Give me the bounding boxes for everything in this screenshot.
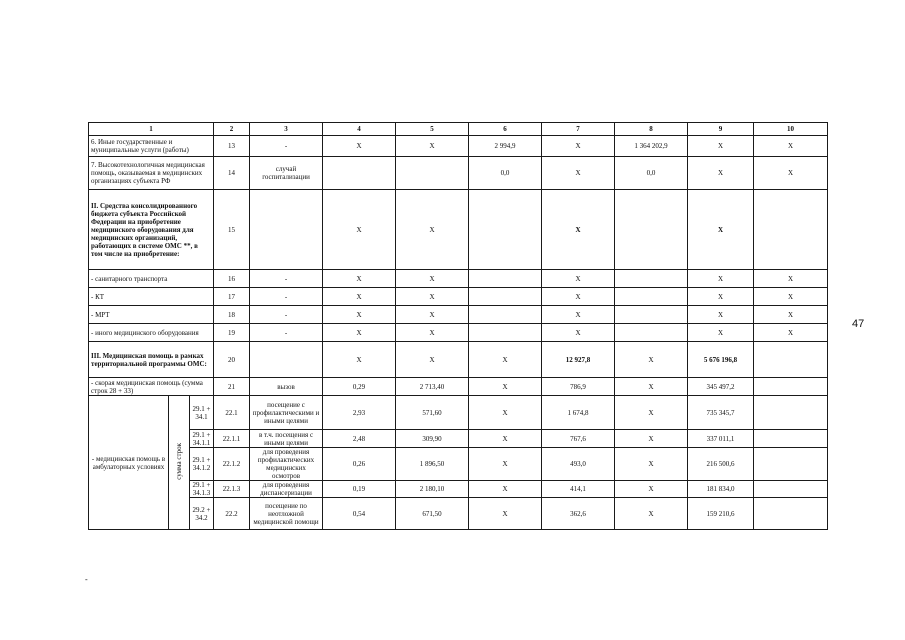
table-cell: X (469, 342, 542, 378)
row-label: 7. Высокотехнологичная медицинская помощь, оказываемая в медицинских организациях субъекта РФ (89, 157, 214, 190)
budget-table (88, 122, 828, 530)
table-cell: X (754, 288, 828, 306)
table-cell: X (615, 342, 688, 378)
table-cell: X (754, 270, 828, 288)
table-cell: 21 (214, 378, 250, 396)
table-cell: 362,6 (542, 498, 615, 530)
table-cell: вызов (250, 378, 323, 396)
table-row (89, 190, 828, 270)
table-cell: X (688, 157, 754, 190)
table-cell: X (396, 288, 469, 306)
sum-formula: 29.1 + 34.1.2 (190, 448, 214, 481)
table-cell (615, 190, 688, 270)
table-cell: 735 345,7 (688, 396, 754, 430)
table-row (89, 342, 828, 378)
table-cell: 22.1.1 (214, 430, 250, 448)
table-cell: X (323, 306, 396, 324)
table-row (89, 448, 828, 481)
table-cell: X (323, 324, 396, 342)
table-cell (250, 342, 323, 378)
table-row (89, 270, 828, 288)
table-cell: 13 (214, 136, 250, 157)
table-cell: X (542, 270, 615, 288)
table-cell (615, 288, 688, 306)
table-cell (469, 190, 542, 270)
column-header: 5 (396, 123, 469, 136)
table-cell: 22.2 (214, 498, 250, 530)
table-cell (754, 378, 828, 396)
table-cell: 216 500,6 (688, 448, 754, 481)
sum-formula: 29.1 + 34.1 (190, 396, 214, 430)
table-cell: - (250, 136, 323, 157)
table-cell (754, 342, 828, 378)
table-cell: X (615, 448, 688, 481)
table-cell: X (469, 481, 542, 498)
column-header: 6 (469, 123, 542, 136)
table-cell: 2 713,40 (396, 378, 469, 396)
table-row (89, 306, 828, 324)
table-cell (754, 396, 828, 430)
table-cell: X (542, 136, 615, 157)
table-cell: посещение с профилактическими и иными целями (250, 396, 323, 430)
table-cell: X (754, 306, 828, 324)
table-cell: 0,29 (323, 378, 396, 396)
table-cell: 18 (214, 306, 250, 324)
group-label: - медицинская помощь в амбулаторных условиях (89, 396, 169, 530)
table-cell: 2 180,10 (396, 481, 469, 498)
table-cell: X (396, 270, 469, 288)
table-cell: X (323, 136, 396, 157)
table-cell: X (615, 430, 688, 448)
table-cell: X (688, 324, 754, 342)
table-row (89, 136, 828, 157)
table-cell: 5 676 196,8 (688, 342, 754, 378)
table-cell: X (754, 157, 828, 190)
column-header: 4 (323, 123, 396, 136)
table-cell: посещение по неотложной медицинской помощи (250, 498, 323, 530)
table-cell: X (323, 288, 396, 306)
table-cell: X (323, 342, 396, 378)
table-cell: в т.ч. посещения с иными целями (250, 430, 323, 448)
table-row (89, 157, 828, 190)
table-cell (396, 157, 469, 190)
table-cell: X (754, 136, 828, 157)
column-header: 1 (89, 123, 214, 136)
table-body (89, 123, 828, 530)
table-cell: 181 834,0 (688, 481, 754, 498)
table-cell: 2,48 (323, 430, 396, 448)
table-row (89, 324, 828, 342)
table-row (89, 481, 828, 498)
table-cell: X (615, 498, 688, 530)
table-row (89, 396, 828, 430)
table-cell: 19 (214, 324, 250, 342)
sum-label (169, 396, 190, 530)
column-header: 2 (214, 123, 250, 136)
table-cell: 2 994,9 (469, 136, 542, 157)
table-cell: 0,0 (469, 157, 542, 190)
table-cell: 2,93 (323, 396, 396, 430)
table-cell: X (688, 306, 754, 324)
table-row (89, 430, 828, 448)
sum-formula: 29.2 + 34.2 (190, 498, 214, 530)
table-cell: 345 497,2 (688, 378, 754, 396)
row-label: - санитарного транспорта (89, 270, 214, 288)
table-cell: X (469, 396, 542, 430)
table-cell: X (542, 190, 615, 270)
table-cell: X (469, 448, 542, 481)
table-cell: X (542, 288, 615, 306)
table-cell: X (396, 342, 469, 378)
table-cell: X (469, 378, 542, 396)
table-cell: 0,54 (323, 498, 396, 530)
table-cell (323, 157, 396, 190)
table-cell: 671,50 (396, 498, 469, 530)
table-cell: для проведения диспансеризации (250, 481, 323, 498)
table-cell (754, 448, 828, 481)
table-cell: - (250, 324, 323, 342)
table-row (89, 288, 828, 306)
sum-label-text: сумма строк (175, 443, 183, 480)
table-cell: X (396, 136, 469, 157)
table-cell: X (542, 324, 615, 342)
table-cell: X (754, 324, 828, 342)
table-cell (615, 306, 688, 324)
table-cell (754, 481, 828, 498)
table-cell: 1 364 202,9 (615, 136, 688, 157)
table-cell: 16 (214, 270, 250, 288)
table-cell: 20 (214, 342, 250, 378)
row-label: 6. Иные государственные и муниципальные услуги (работы) (89, 136, 214, 157)
sum-formula: 29.1 + 34.1.1 (190, 430, 214, 448)
row-label: - МРТ (89, 306, 214, 324)
table-cell: X (688, 288, 754, 306)
row-label: - иного медицинского оборудования (89, 324, 214, 342)
row-label: - скорая медицинская помощь (сумма строк 28 + 33) (89, 378, 214, 396)
table-cell: 493,0 (542, 448, 615, 481)
stray-mark: - (85, 575, 88, 584)
table-cell: X (615, 396, 688, 430)
table-cell: - (250, 270, 323, 288)
column-header: 8 (615, 123, 688, 136)
table-cell: 0,19 (323, 481, 396, 498)
table-cell: - (250, 306, 323, 324)
table-cell: X (688, 270, 754, 288)
row-label: - КТ (89, 288, 214, 306)
table-cell: X (396, 324, 469, 342)
table-cell: X (323, 190, 396, 270)
table-cell (250, 190, 323, 270)
column-header: 10 (754, 123, 828, 136)
table-cell: 14 (214, 157, 250, 190)
table-cell: X (688, 136, 754, 157)
table-cell (754, 190, 828, 270)
table-cell (469, 270, 542, 288)
table-row (89, 378, 828, 396)
sum-formula: 29.1 + 34.1.3 (190, 481, 214, 498)
table-cell: 786,9 (542, 378, 615, 396)
table-cell: случай госпитализации (250, 157, 323, 190)
column-header: 9 (688, 123, 754, 136)
table-cell (469, 306, 542, 324)
table-cell (754, 430, 828, 448)
table-cell (615, 324, 688, 342)
row-label: II. Средства консолидированного бюджета субъекта Российской Федерации на приобретение медицинского оборудования для медицинских организаций, работающих в системе ОМС **, в том числе на приобретение: (89, 190, 214, 270)
table-cell: - (250, 288, 323, 306)
table-cell: 571,60 (396, 396, 469, 430)
column-header: 7 (542, 123, 615, 136)
table-cell: 414,1 (542, 481, 615, 498)
table-cell: для проведения профилактических медицинских осмотров (250, 448, 323, 481)
column-header: 3 (250, 123, 323, 136)
table-cell: X (323, 270, 396, 288)
table-cell (469, 288, 542, 306)
table-cell: X (542, 157, 615, 190)
table-cell: 12 927,8 (542, 342, 615, 378)
table-cell: X (396, 306, 469, 324)
table-cell: 0,0 (615, 157, 688, 190)
table-cell (469, 324, 542, 342)
table-cell: 309,90 (396, 430, 469, 448)
row-label: III. Медицинская помощь в рамках территориальной программы ОМС: (89, 342, 214, 378)
table-cell: 22.1 (214, 396, 250, 430)
table-cell: 15 (214, 190, 250, 270)
table-cell: 1 896,50 (396, 448, 469, 481)
header-row (89, 123, 828, 136)
table-cell: 159 210,6 (688, 498, 754, 530)
table-cell: X (469, 498, 542, 530)
table-cell: 17 (214, 288, 250, 306)
table-cell: X (542, 306, 615, 324)
table-row (89, 498, 828, 530)
table-cell: 22.1.3 (214, 481, 250, 498)
table-cell: 1 674,8 (542, 396, 615, 430)
table-cell: X (615, 378, 688, 396)
table-cell: X (688, 190, 754, 270)
table-cell: 0,26 (323, 448, 396, 481)
table-cell: X (396, 190, 469, 270)
page-number: 47 (852, 318, 865, 330)
table-cell (754, 498, 828, 530)
table-cell: X (615, 481, 688, 498)
table-cell: 767,6 (542, 430, 615, 448)
table-cell (615, 270, 688, 288)
table-cell: 22.1.2 (214, 448, 250, 481)
table-cell: 337 011,1 (688, 430, 754, 448)
table-cell: X (469, 430, 542, 448)
